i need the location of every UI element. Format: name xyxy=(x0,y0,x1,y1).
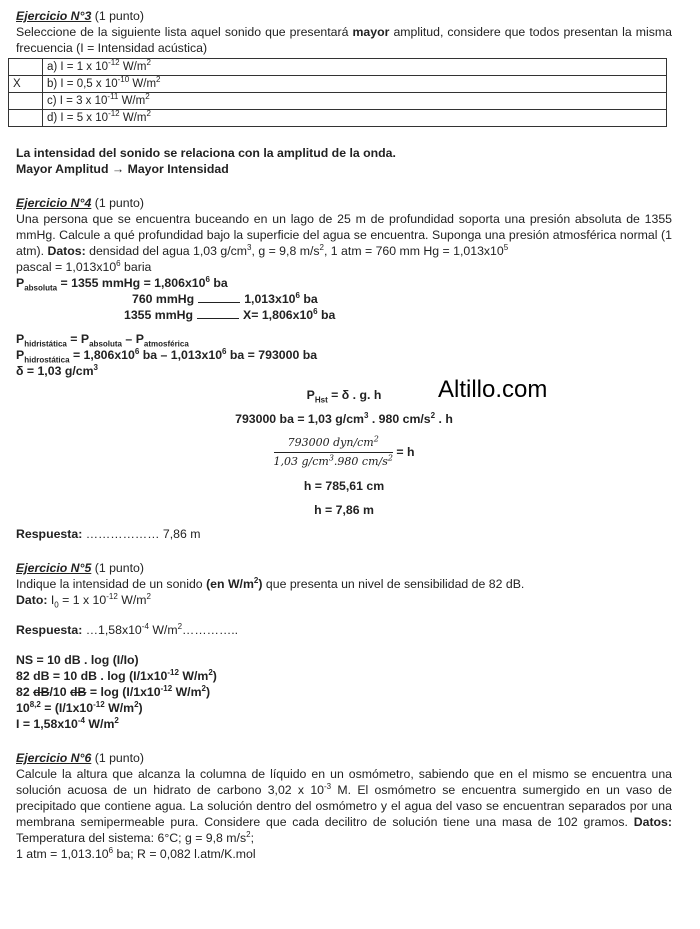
ex3-answer-line2: Mayor Amplitud → Mayor Intensidad xyxy=(16,162,229,176)
ex4-pascal: pascal = $1,013x10^6$ baria xyxy=(16,258,152,274)
ex4-answer: Respuesta: ……………… 7,86 m xyxy=(16,527,201,541)
ex5-step1: NS = 10 dB . log (I/Io) xyxy=(16,653,139,667)
ex5-step4: $10^{8,2} = (I/1x10^{-12}$ $W/m^2$) xyxy=(16,699,143,715)
option-text: d) I = 5 x $10^{-12}$ $W/m^2$ xyxy=(43,110,667,127)
ex4-density: δ = 1,03 $g/cm^3$ xyxy=(16,362,98,378)
option-mark xyxy=(9,59,43,76)
ex3-prompt: Seleccione de la siguiente lista aquel sonido que presentará mayor amplitud, considere que todos presentan la misma frecuencia (I = Intensidad acústica) xyxy=(16,25,672,55)
table-row xyxy=(9,93,667,110)
ex5-step2: 82 dB = 10 dB . $\log (I/1x10^{-12}$ $W/m^2$) xyxy=(16,667,217,683)
ex4-prompt: Una persona que se encuentra buceando en un lago de 25 m de profundidad soporta una presión absoluta de 1355 mmHg. Calcule a qué profundidad bajo la superficie del agua se encuentra. Suponga una presión atmosférica normal (1 atm). Datos: densidad del agua 1,03 $g/cm^3$, g = 9,8 $m/s^2$, 1 atm = 760 mm $Hg = 1,013x10^5$ xyxy=(16,212,672,258)
ex4-rule-row2: 1355 mmHg $X= 1,806x10^6$ ba xyxy=(124,306,336,322)
option-text: a) I = 1 x $10^{-12}$ $W/m^2$ xyxy=(43,59,667,76)
ex3-heading: Ejercicio N°3 (1 punto) xyxy=(16,9,144,23)
ex5-heading: Ejercicio N°5 (1 punto) xyxy=(16,561,144,575)
table-row xyxy=(9,59,667,76)
option-mark: X xyxy=(9,76,43,93)
ex6-heading: Ejercicio N°6 (1 punto) xyxy=(16,751,144,765)
watermark-logo: Altillo.com xyxy=(438,376,548,403)
ex5-step3: 82 dB/10 dB = $\log (I/1x10^{-12}$ $W/m^2$) xyxy=(16,683,211,699)
ex3-options-table xyxy=(8,58,667,127)
option-mark xyxy=(9,110,43,127)
ex4-h-cm: h = 785,61 cm xyxy=(303,479,385,493)
ex4-heading: Ejercicio N°4 (1 punto) xyxy=(16,196,144,210)
ex4-pabs: $P_{absoluta} = 1355$ mmHg = $1,806x10^6$ ba xyxy=(16,274,228,293)
ex5-step5: $I = 1,58x10^{-4}$ $W/m^2$ xyxy=(16,715,119,731)
ex4-rule-row1: 760 mmHg $1,013x10^6$ ba xyxy=(132,290,318,306)
table-row xyxy=(9,110,667,127)
ex4-equation: 793000 ba = 1,03 $g/cm^3$ . 980 $cm/s^2$ . h xyxy=(235,410,453,426)
ex5-prompt: Indique la intensidad de un sonido (en $W/m^2$) que presenta un nivel de sensibilidad de 82 dB. xyxy=(16,575,525,591)
option-text: c) I = 3 x $10^{-11}$ $W/m^2$ xyxy=(43,93,667,110)
ex4-h-m: h = 7,86 m xyxy=(314,503,374,517)
ex4-formula: $P_{Hst} = \delta$ . g. h xyxy=(306,388,382,405)
ex5-answer: Respuesta: $\dots 1,58x10^{-4}$ $W/m^2\dots\dots\dots\dots$.. xyxy=(16,621,239,637)
table-row xyxy=(9,76,667,93)
option-mark xyxy=(9,93,43,110)
ex5-datos: Dato: $I_0 = 1$ x $10^{-12}$ $W/m^2$ xyxy=(16,591,151,610)
ex6-constants: 1 atm = $1,013.10^6$ ba; R = 0,082 l.atm/K.mol xyxy=(16,845,256,861)
exam-page xyxy=(13,8,672,862)
ex4-phid-calc: $P_{hidrostática} = 1,806x10^6$ ba – $1,013x10^6$ ba = 793000 ba xyxy=(16,346,318,365)
ex4-fraction: $\frac{793000 dyn/cm^2}{1,03 g/cm^3.980 cm/s^2}$ xyxy=(273,434,393,468)
ex4-phid-def: $P_{hidristática} = P_{absoluta} - P_{atmosférica}$ xyxy=(16,332,189,349)
ex6-prompt: Calcule la altura que alcanza la columna de líquido en un osmómetro, sabiendo que en el mismo se encuentra una solución acuosa de un hidrato de carbono 3,02 x $10^{-3}$ M. El osmómetro se encuentra sumergido en un vaso de precipitado que contiene agua. La solución dentro del osmómetro y el agua del vaso se encuentran separados por una membrana semipermeable pura. Considere que cada decilitro de solución tiene una masa de 102 gramos. Datos: Temperatura del sistema: 6°C; g = 9,8 $m/s^2$; xyxy=(16,767,672,845)
option-text: b) I = 0,5 x $10^{-10}$ $W/m^2$ xyxy=(43,76,667,93)
ex4-fraction-row: $\frac{793000 dyn/cm^2}{1,03 g/cm^3.980 cm/s^2}$ = h xyxy=(273,434,415,468)
ex3-answer-line1: La intensidad del sonido se relaciona con la amplitud de la onda. xyxy=(16,146,396,160)
